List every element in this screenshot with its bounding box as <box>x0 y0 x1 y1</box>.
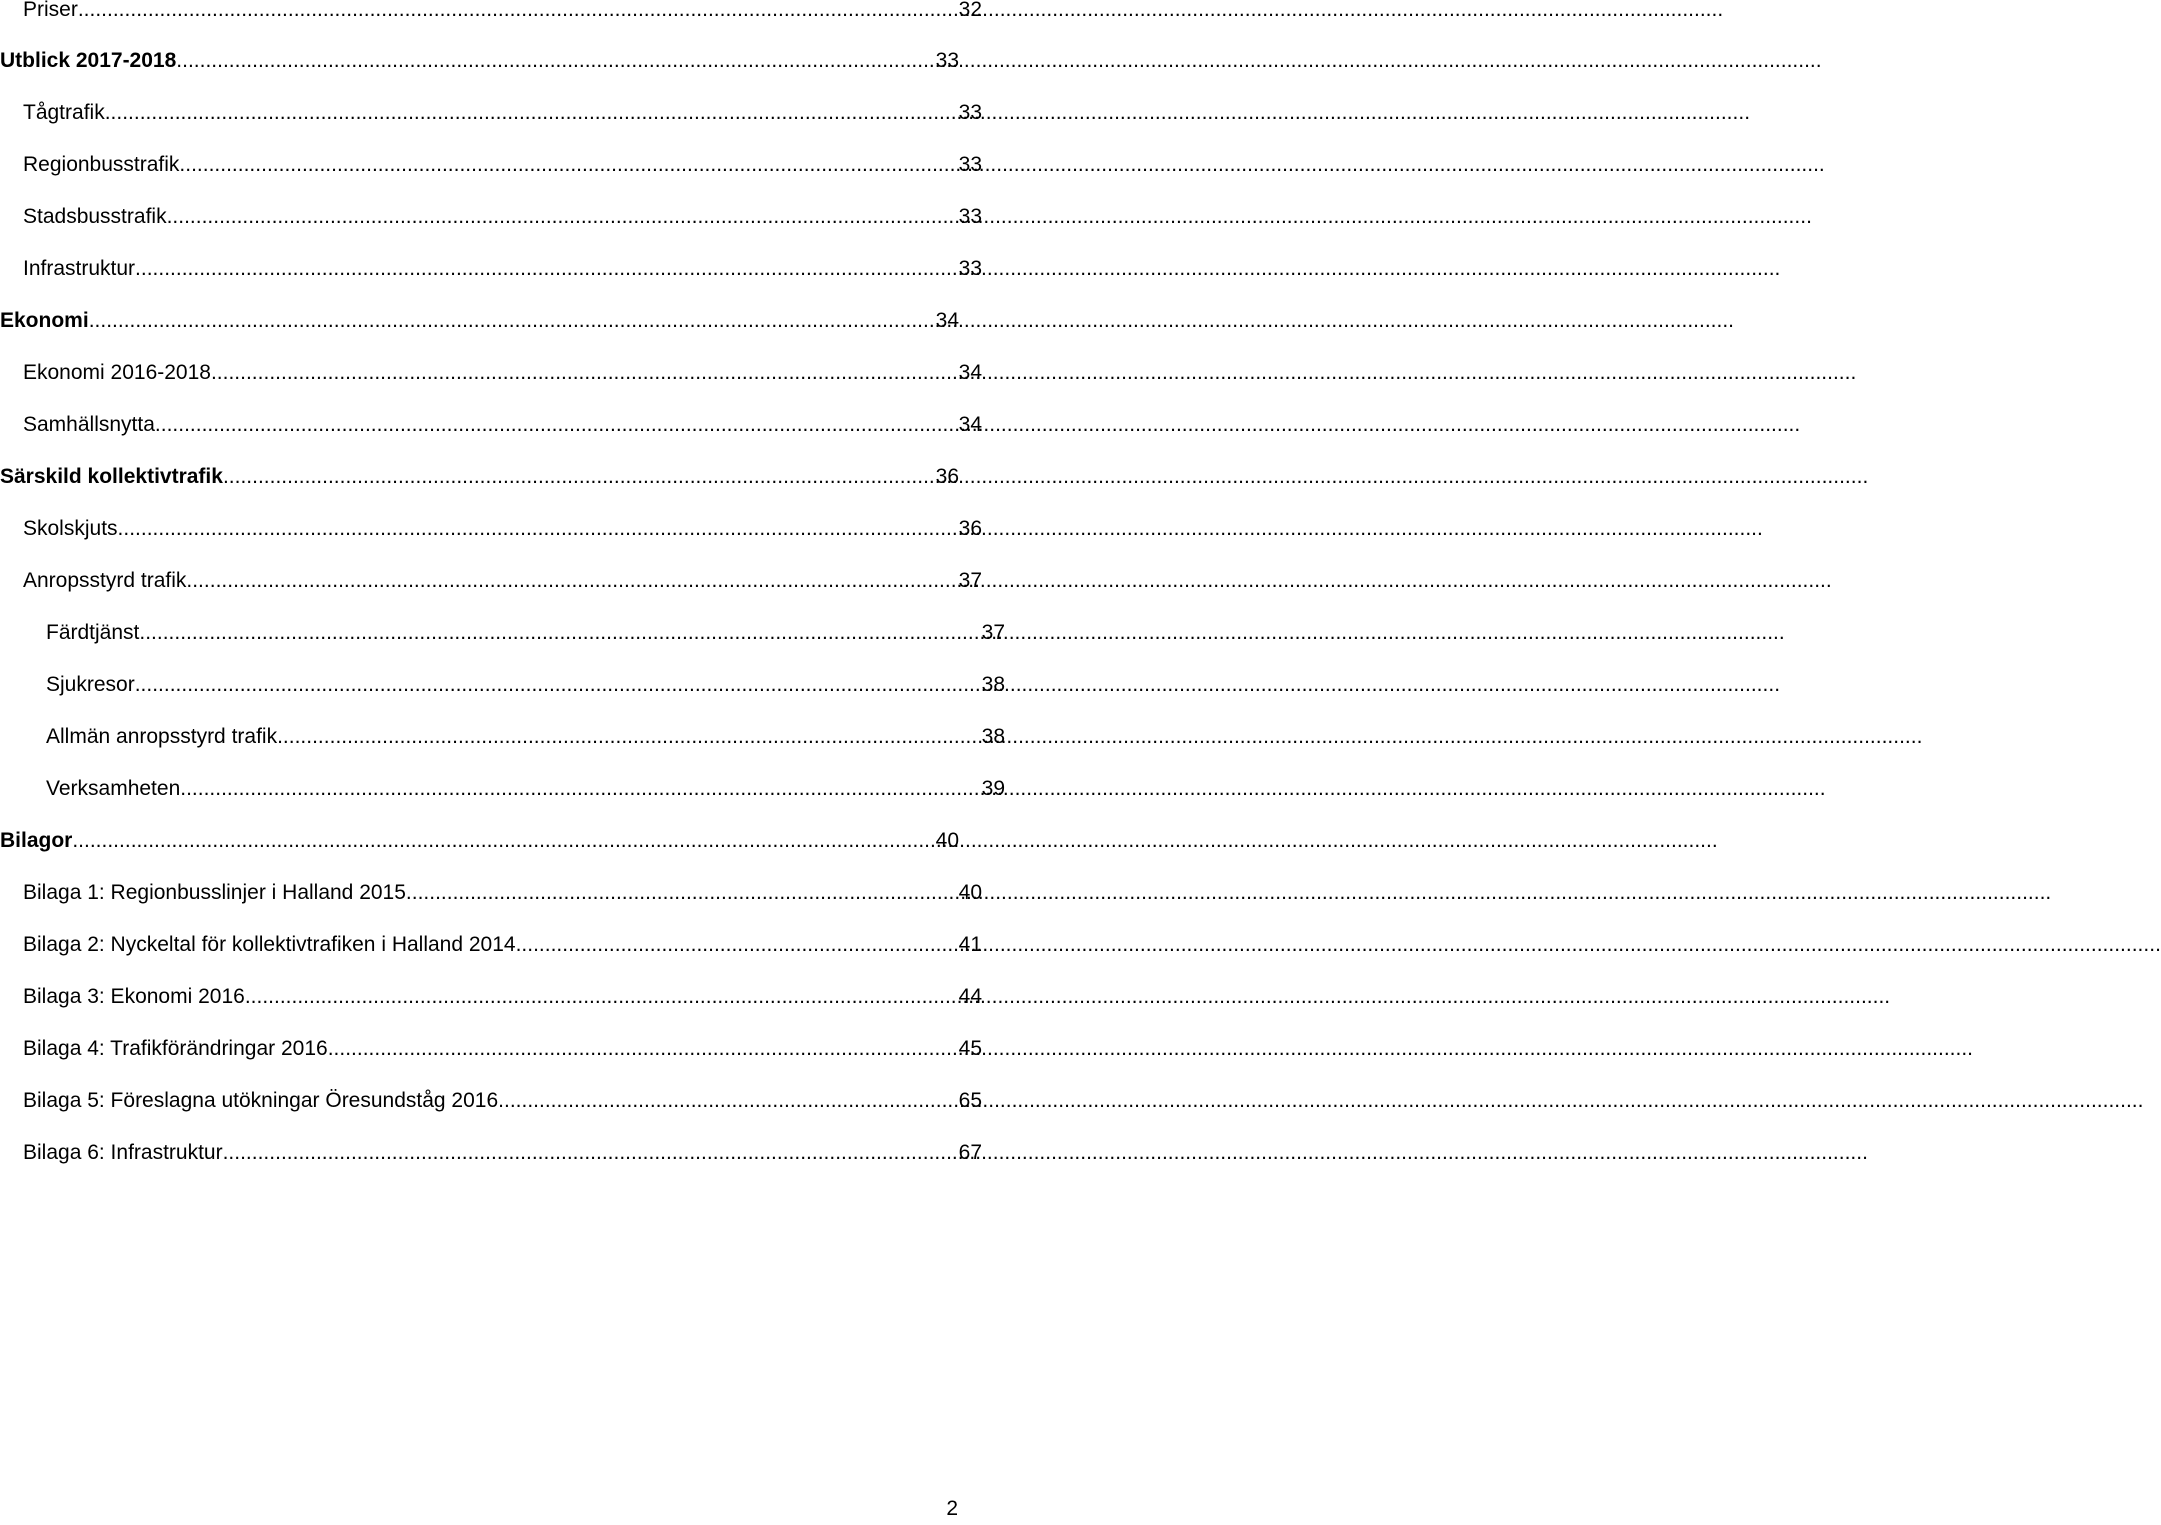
toc-dot-leader <box>78 0 959 25</box>
toc-entry-page: 33 <box>935 49 959 72</box>
toc-entry-page: 33 <box>958 257 982 280</box>
toc-entry-skolskjuts[interactable] <box>0 514 983 544</box>
toc-dot-leader <box>223 1138 959 1168</box>
toc-entry-page: 33 <box>958 205 982 228</box>
toc-entry-priser[interactable] <box>0 0 983 25</box>
toc-entry-page: 33 <box>958 101 982 124</box>
toc-dot-leader <box>135 670 982 700</box>
toc-dot-leader <box>176 46 935 76</box>
toc-dot-leader <box>223 462 936 492</box>
toc-dot-leader <box>89 306 936 336</box>
toc-dot-leader <box>105 98 959 128</box>
toc-entry-label: Stadsbusstrafik <box>23 205 167 228</box>
toc-entry-label: Ekonomi 2016-2018 <box>23 361 211 384</box>
toc-entry-page: 34 <box>958 413 982 436</box>
toc-entry-page: 37 <box>958 569 982 592</box>
toc-entry-utblick[interactable] <box>0 46 960 76</box>
page-number: 2 <box>946 1497 958 1520</box>
toc-entry-page: 38 <box>981 673 1005 696</box>
toc-entry-tagtrafik[interactable] <box>0 98 983 128</box>
toc-entry-bilaga-6[interactable] <box>0 1138 983 1168</box>
toc-dot-leader <box>245 982 959 1012</box>
toc-entry-anropsstyrd-trafik[interactable] <box>0 566 983 596</box>
toc-dot-leader <box>516 930 959 960</box>
toc-entry-page: 36 <box>935 465 959 488</box>
toc-entry-page: 65 <box>958 1089 982 1112</box>
toc-entry-bilaga-1[interactable] <box>0 878 983 908</box>
toc-entry-label: Utblick 2017-2018 <box>0 49 177 72</box>
toc-entry-page: 67 <box>958 1141 982 1164</box>
toc-entry-page: 32 <box>958 0 982 21</box>
toc-entry-page: 41 <box>958 933 982 956</box>
toc-entry-label: Färdtjänst <box>46 621 140 644</box>
toc-entry-page: 45 <box>958 1037 982 1060</box>
toc-entry-page: 37 <box>981 621 1005 644</box>
toc-entry-label: Bilaga 2: Nyckeltal för kollektivtrafiken i Halland 2014 <box>23 933 516 956</box>
toc-entry-label: Allmän anropsstyrd trafik <box>46 725 278 748</box>
toc-entry-ekonomi-2016-2018[interactable] <box>0 358 983 388</box>
toc-entry-label: Verksamheten <box>46 777 181 800</box>
toc-entry-sarskild-kollektivtrafik[interactable] <box>0 462 960 492</box>
toc-entry-page: 39 <box>981 777 1005 800</box>
toc-entry-page: 36 <box>958 517 982 540</box>
toc-entry-label: Bilaga 5: Föreslagna utökningar Öresundståg 2016 <box>23 1089 499 1112</box>
toc-entry-bilagor[interactable] <box>0 826 960 856</box>
toc-entry-label: Bilaga 6: Infrastruktur <box>23 1141 223 1164</box>
toc-entry-bilaga-3[interactable] <box>0 982 983 1012</box>
toc-entry-ekonomi[interactable] <box>0 306 960 336</box>
toc-dot-leader <box>155 410 959 440</box>
toc-entry-label: Bilaga 1: Regionbusslinjer i Halland 2015 <box>23 881 406 904</box>
toc-entry-label: Bilagor <box>0 829 73 852</box>
toc-entry-page: 34 <box>958 361 982 384</box>
toc-entry-label: Regionbusstrafik <box>23 153 180 176</box>
toc-entry-label: Sjukresor <box>46 673 135 696</box>
toc-entry-label: Tågtrafik <box>23 101 105 124</box>
toc-dot-leader <box>328 1034 959 1064</box>
toc-entry-sjukresor[interactable] <box>0 670 1006 700</box>
toc-entry-label: Bilaga 3: Ekonomi 2016 <box>23 985 245 1008</box>
toc-entry-bilaga-5[interactable] <box>0 1086 983 1116</box>
toc-entry-label: Skolskjuts <box>23 517 118 540</box>
toc-entry-infrastruktur[interactable] <box>0 254 983 284</box>
toc-dot-leader <box>211 358 959 388</box>
toc-entry-label: Infrastruktur <box>23 257 136 280</box>
toc-dot-leader <box>277 722 982 752</box>
toc-dot-leader <box>167 202 959 232</box>
toc-entry-regionbusstrafik[interactable] <box>0 150 983 180</box>
toc-entry-label: Särskild kollektivtrafik <box>0 465 223 488</box>
toc-entry-samhallsnytta[interactable] <box>0 410 983 440</box>
toc-entry-page: 34 <box>935 309 959 332</box>
toc-entry-page: 40 <box>958 881 982 904</box>
toc-entry-verksamheten[interactable] <box>0 774 1006 804</box>
toc-entry-label: Priser <box>23 0 78 21</box>
toc-entry-bilaga-4[interactable] <box>0 1034 983 1064</box>
toc-entry-page: 33 <box>958 153 982 176</box>
toc-dot-leader <box>135 254 959 284</box>
toc-dot-leader <box>72 826 935 856</box>
toc-entry-fardtjanst[interactable] <box>0 618 1006 648</box>
toc-entry-label: Anropsstyrd trafik <box>23 569 187 592</box>
toc-dot-leader <box>139 618 981 648</box>
toc-dot-leader <box>118 514 959 544</box>
toc-entry-stadsbusstrafik[interactable] <box>0 202 983 232</box>
toc-entry-page: 40 <box>935 829 959 852</box>
toc-entry-label: Samhällsnytta <box>23 413 155 436</box>
toc-entry-bilaga-2[interactable] <box>0 930 983 960</box>
toc-entry-page: 38 <box>981 725 1005 748</box>
toc-entry-page: 44 <box>958 985 982 1008</box>
toc-entry-allman-anropsstyrd-trafik[interactable] <box>0 722 1006 752</box>
toc-dot-leader <box>186 566 958 596</box>
toc-dot-leader <box>180 774 981 804</box>
toc-entry-label: Ekonomi <box>0 309 89 332</box>
toc-dot-leader <box>179 150 958 180</box>
toc-entry-label: Bilaga 4: Trafikförändringar 2016 <box>23 1037 328 1060</box>
toc-dot-leader <box>406 878 959 908</box>
toc-dot-leader <box>498 1086 958 1116</box>
